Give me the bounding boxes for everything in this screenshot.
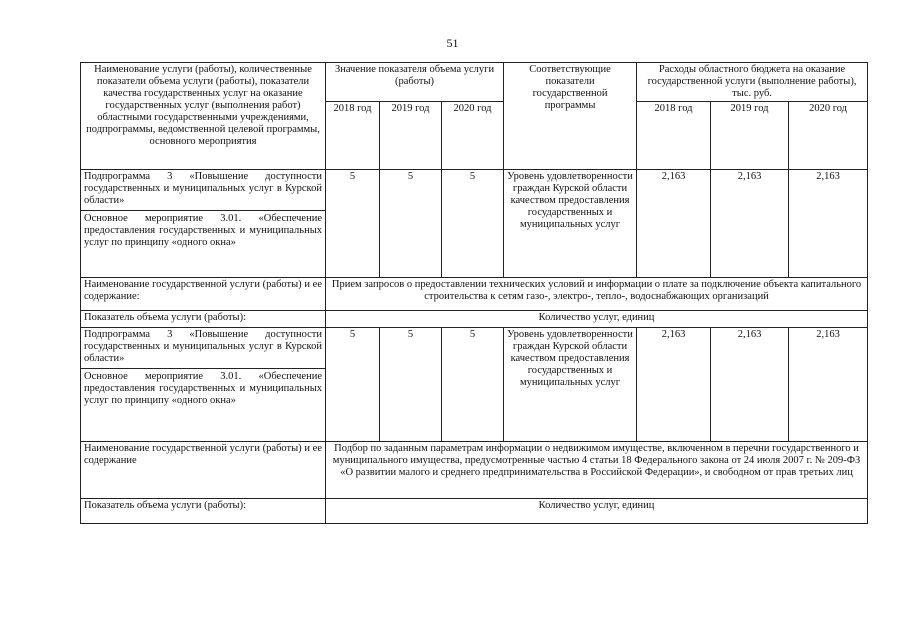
indicator-label: Показатель объема услуги (работы):: [81, 311, 326, 328]
value-2020: 5: [442, 328, 504, 442]
header-row: [81, 63, 868, 102]
header-year-expense-2018: 2018 год: [637, 102, 711, 170]
service-row: [81, 278, 868, 311]
expense-2019: 2,163: [711, 170, 789, 278]
header-value-group: Значение показателя объема услуги (работы): [326, 63, 504, 102]
service-label: Наименование государственной услуги (работы) и ее содержание:: [81, 278, 326, 311]
program-indicator: Уровень удовлетворенности граждан Курской области качеством предоставления государственных и муниципальных услуг: [504, 328, 637, 442]
indicator-row: [81, 311, 868, 328]
services-table: [80, 62, 868, 524]
program-indicator: Уровень удовлетворенности граждан Курской области качеством предоставления государственных и муниципальных услуг: [504, 170, 637, 278]
value-2019: 5: [380, 328, 442, 442]
measure-text: Основное мероприятие 3.01. «Обеспечение предоставления государственных и муниципальных услуг по принципу «одного окна»: [81, 368, 325, 407]
service-row: [81, 442, 868, 499]
expense-2020: 2,163: [789, 328, 868, 442]
header-expense-group: Расходы областного бюджета на оказание государственной услуги (выполнение работы), тыс. руб.: [637, 63, 868, 102]
expense-2018: 2,163: [637, 328, 711, 442]
service-description: Прием запросов о предоставлении технических условий и информации о плате за подключение объекта капитального строительства к сетям газо-, электро-, тепло-, водоснабжающих организаций: [326, 278, 868, 311]
measure-text: Основное мероприятие 3.01. «Обеспечение предоставления государственных и муниципальных услуг по принципу «одного окна»: [81, 210, 325, 249]
header-year-value-2018: 2018 год: [326, 102, 380, 170]
header-year-expense-2020: 2020 год: [789, 102, 868, 170]
data-row: [81, 170, 868, 278]
header-program-cell: Соответствующие показатели государственной программы: [504, 63, 637, 170]
data-row: [81, 328, 868, 442]
expense-2020: 2,163: [789, 170, 868, 278]
service-label: Наименование государственной услуги (работы) и ее содержание: [81, 442, 326, 499]
subprogram-cell: [81, 328, 326, 442]
expense-2018: 2,163: [637, 170, 711, 278]
indicator-label: Показатель объема услуги (работы):: [81, 499, 326, 524]
subprogram-text: Подпрограмма 3 «Повышение доступности государственных и муниципальных услуг в Курской области»: [84, 171, 322, 206]
indicator-value: Количество услуг, единиц: [326, 499, 868, 524]
header-name-cell: Наименование услуги (работы), количественные показатели объема услуги (работы), показатели качества государственных услуг на оказание государственных услуг (выполнения работ) областными государственными учреждениями, подпрограммы, ведомственной целевой программы, основного мероприятия: [81, 63, 326, 170]
value-2018: 5: [326, 328, 380, 442]
subprogram-cell: [81, 170, 326, 278]
value-2019: 5: [380, 170, 442, 278]
value-2018: 5: [326, 170, 380, 278]
expense-2019: 2,163: [711, 328, 789, 442]
header-year-expense-2019: 2019 год: [711, 102, 789, 170]
header-year-value-2020: 2020 год: [442, 102, 504, 170]
indicator-value: Количество услуг, единиц: [326, 311, 868, 328]
value-2020: 5: [442, 170, 504, 278]
page-number: 51: [446, 36, 459, 50]
header-year-value-2019: 2019 год: [380, 102, 442, 170]
indicator-row: [81, 499, 868, 524]
service-description: Подбор по заданным параметрам информации о недвижимом имуществе, включенном в перечни государственного и муниципального имущества, предусмотренные частью 4 статьи 18 Федерального закона от 24 июля 2007 г. № 209-ФЗ «О развитии малого и среднего предпринимательства в Российской Федерации», и свободном от прав третьих лиц: [326, 442, 868, 499]
subprogram-text: Подпрограмма 3 «Повышение доступности государственных и муниципальных услуг в Курской области»: [84, 329, 322, 364]
